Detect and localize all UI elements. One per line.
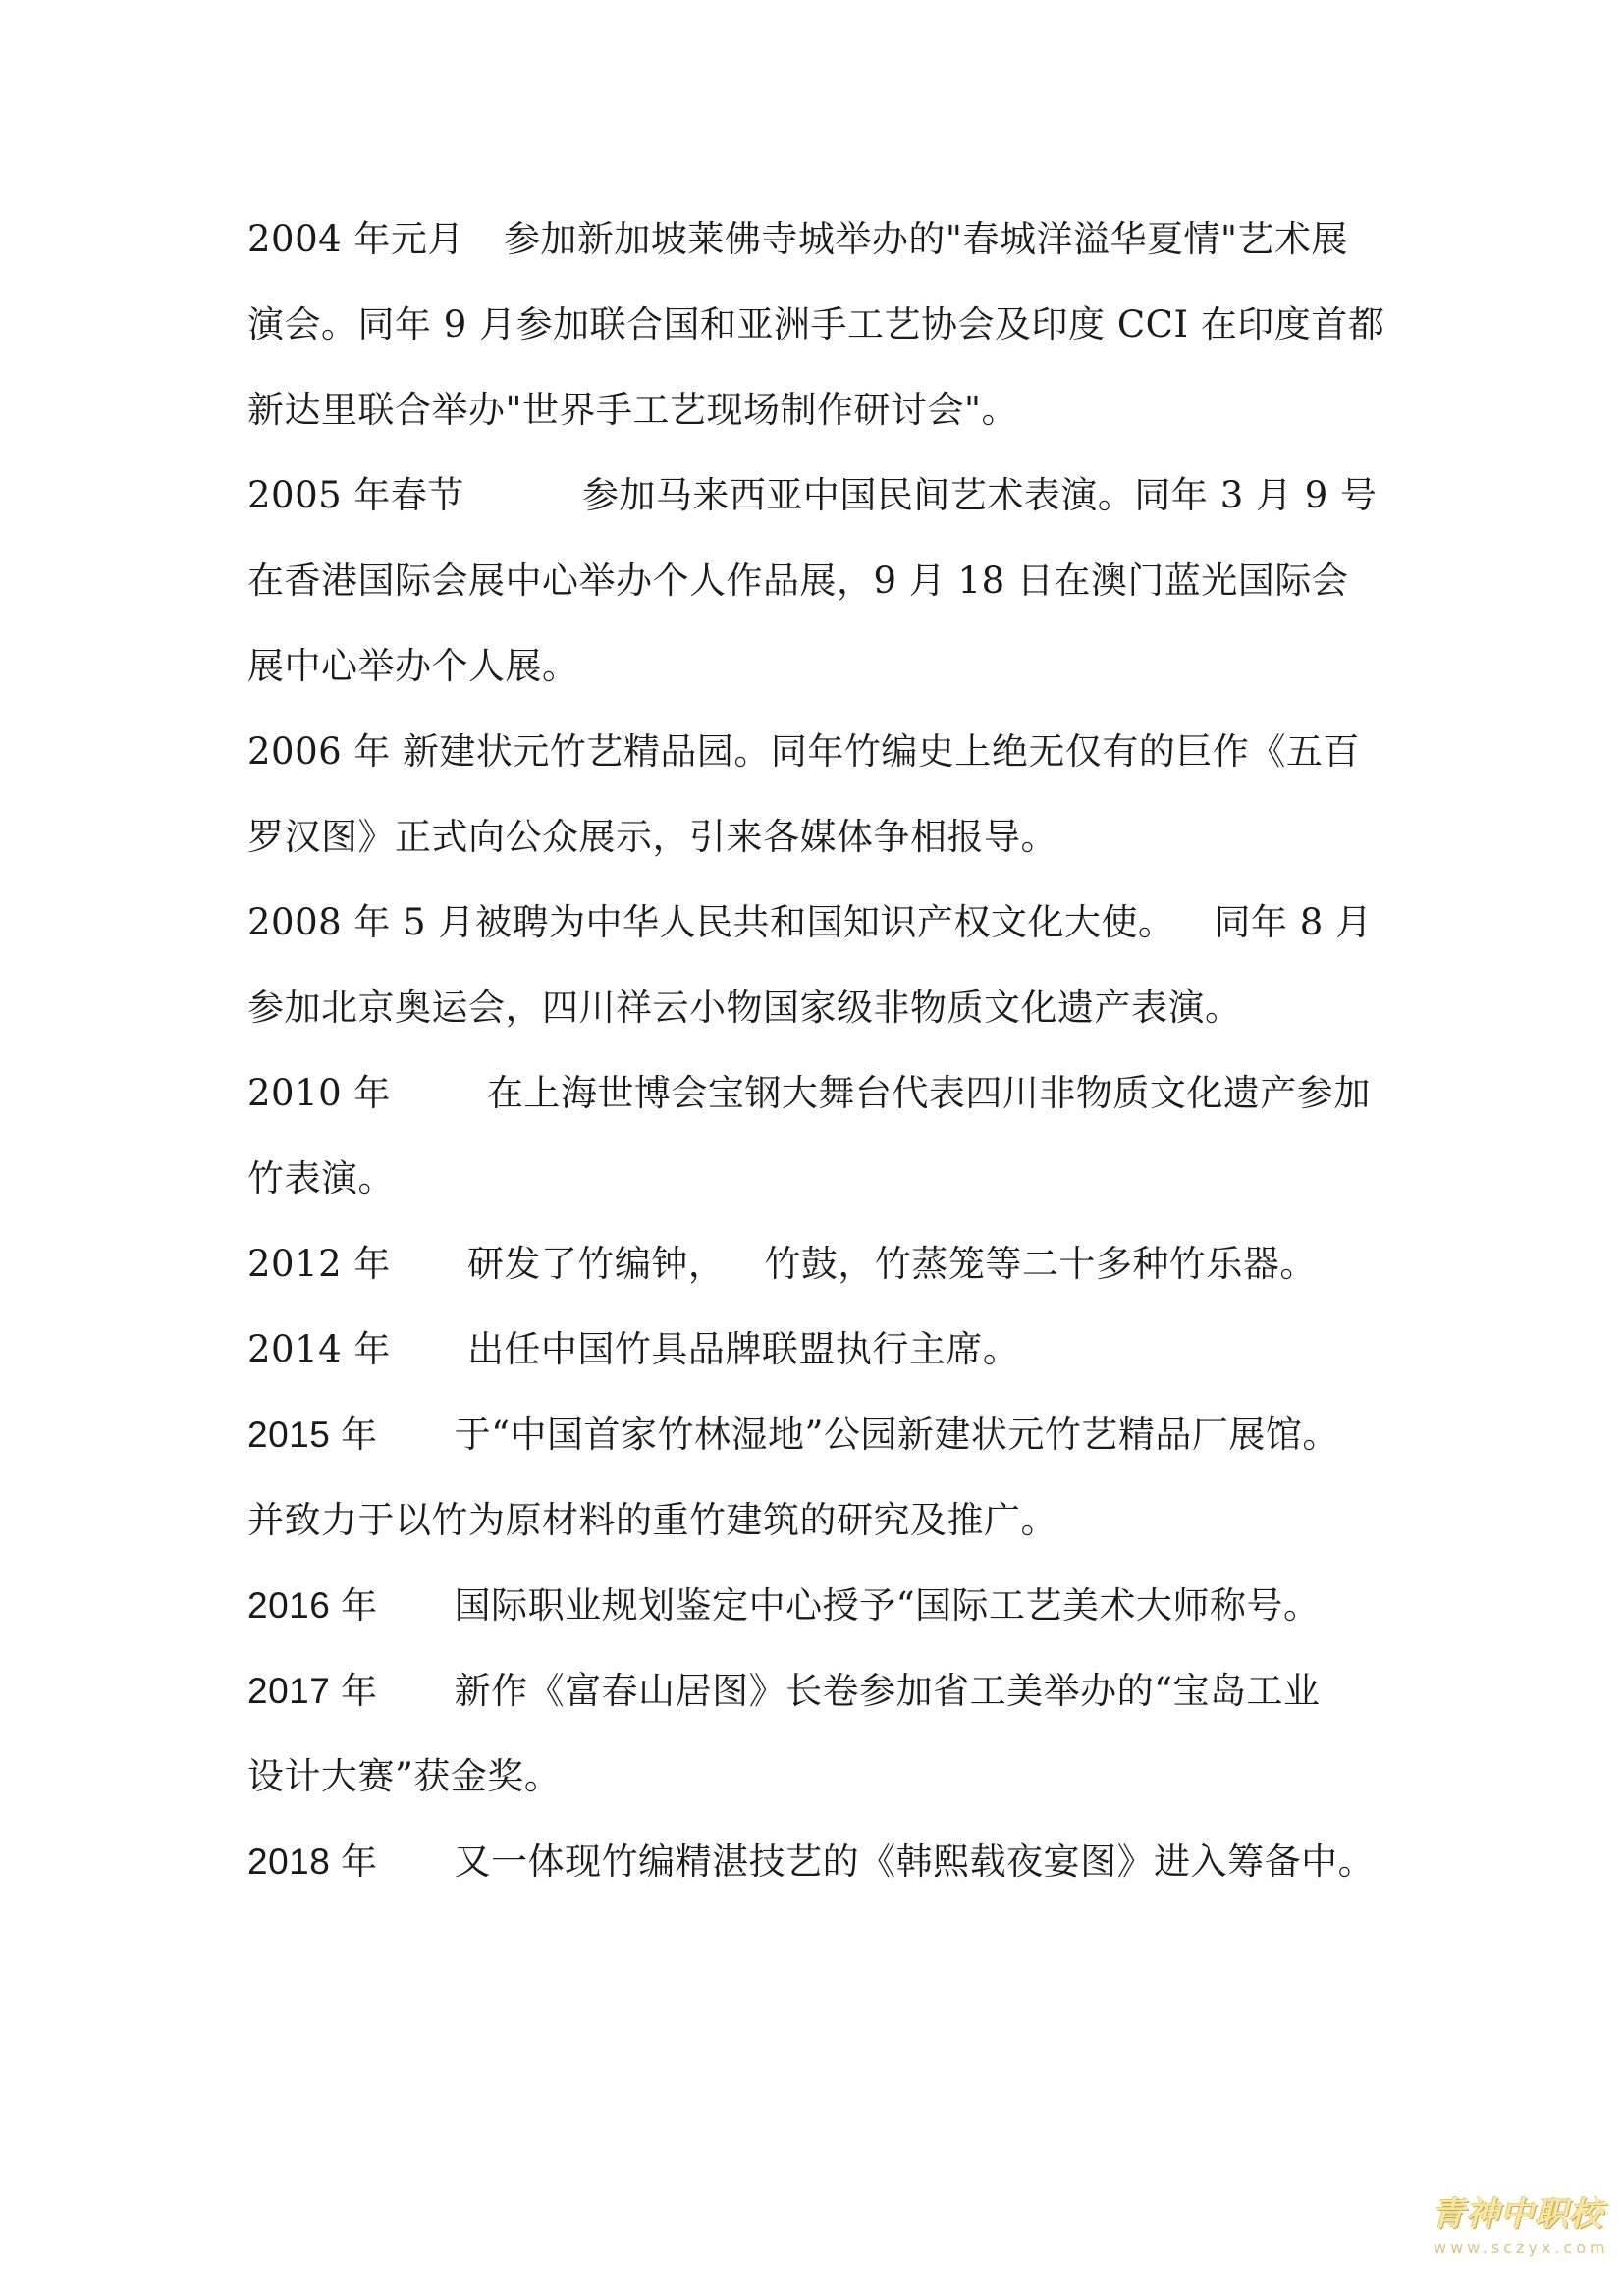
entry-text: 竹表演。 bbox=[247, 1157, 395, 1200]
line-10 bbox=[247, 981, 1386, 1066]
entry-text: 罗汉图》正式向公众展示，引来各媒体争相报导。 bbox=[247, 816, 1057, 858]
entry-text: 同年 8 月 bbox=[1214, 901, 1373, 943]
line-19 bbox=[247, 1749, 1386, 1835]
entry-text: 演会。同年 9 月参加联合国和亚洲手工艺协会及印度 CCI 在印度首都 bbox=[247, 303, 1385, 346]
year-2015: 2015 年 bbox=[247, 1415, 378, 1455]
entry-text: 新作《富春山居图》长卷参加省工美举办的“宝岛工业 bbox=[454, 1670, 1321, 1712]
entry-text: 设计大赛”获金奖。 bbox=[247, 1755, 562, 1797]
entry-text: 在香港国际会展中心举办个人作品展，9 月 18 日在澳门蓝光国际会 bbox=[247, 560, 1349, 602]
year-2016: 2016 年 bbox=[247, 1585, 378, 1626]
line-4 bbox=[247, 468, 1386, 554]
year-2012: 2012 年 bbox=[247, 1243, 391, 1285]
year-2006: 2006 年 bbox=[247, 730, 391, 773]
line-3 bbox=[247, 383, 1386, 468]
watermark-url: www.sczyx.com bbox=[1434, 2238, 1609, 2257]
entry-text: 研发了竹编钟， bbox=[466, 1243, 726, 1285]
line-7 bbox=[247, 724, 1386, 810]
line-18 bbox=[247, 1664, 1386, 1749]
year-2017: 2017 年 bbox=[247, 1671, 378, 1711]
entry-text: 参加新加坡莱佛寺城举办的"春城洋溢华夏情"艺术展 bbox=[503, 218, 1348, 260]
entry-text: 出任中国竹具品牌联盟执行主席。 bbox=[466, 1328, 1020, 1370]
line-5 bbox=[247, 554, 1386, 639]
line-2 bbox=[247, 297, 1386, 383]
line-6 bbox=[247, 639, 1386, 724]
line-9 bbox=[247, 895, 1386, 981]
watermark-title: 青神中职校 bbox=[1432, 2195, 1603, 2234]
year-2004: 2004 年元月 bbox=[247, 218, 464, 260]
entry-text: 于“中国首家竹林湿地”公园新建状元竹艺精品厂展馆。 bbox=[454, 1414, 1339, 1456]
year-2018: 2018 年 bbox=[247, 1842, 378, 1882]
entry-text: 在上海世博会宝钢大舞台代表四川非物质文化遗产参加 bbox=[486, 1072, 1371, 1114]
year-2005: 2005 年春节 bbox=[247, 474, 464, 516]
line-14 bbox=[247, 1322, 1386, 1408]
entry-text: 新建状元竹艺精品园。同年竹编史上绝无仅有的巨作《五百 bbox=[402, 730, 1360, 773]
year-2010: 2010 年 bbox=[247, 1072, 391, 1114]
line-16 bbox=[247, 1493, 1386, 1578]
line-20 bbox=[247, 1835, 1386, 1920]
line-15 bbox=[247, 1408, 1386, 1493]
entry-text: 2008 年 5 月被聘为中华人民共和国知识产权文化大使。 bbox=[247, 901, 1175, 943]
entry-text: 新达里联合举办"世界手工艺现场制作研讨会"。 bbox=[247, 389, 1019, 431]
line-12 bbox=[247, 1151, 1386, 1237]
line-8 bbox=[247, 810, 1386, 895]
entry-text: 又一体现竹编精湛技艺的《韩熙载夜宴图》进入筹备中。 bbox=[454, 1841, 1376, 1883]
entry-text: 展中心举办个人展。 bbox=[247, 645, 579, 687]
entry-text: 国际职业规划鉴定中心授予“国际工艺美术大师称号。 bbox=[454, 1584, 1321, 1627]
line-11 bbox=[247, 1066, 1386, 1151]
year-2014: 2014 年 bbox=[247, 1328, 391, 1370]
line-1 bbox=[247, 212, 1386, 297]
entry-text: 参加北京奥运会，四川祥云小物国家级非物质文化遗产表演。 bbox=[247, 987, 1242, 1029]
line-13 bbox=[247, 1237, 1386, 1322]
watermark-logo bbox=[1412, 2187, 1608, 2275]
timeline-text bbox=[247, 212, 1386, 1920]
entry-text: 竹鼓，竹蒸笼等二十多种竹乐器。 bbox=[764, 1243, 1317, 1285]
entry-text: 参加马来西亚中国民间艺术表演。同年 3 月 9 号 bbox=[581, 474, 1378, 516]
line-17 bbox=[247, 1578, 1386, 1664]
entry-text: 并致力于以竹为原材料的重竹建筑的研究及推广。 bbox=[247, 1499, 1057, 1541]
